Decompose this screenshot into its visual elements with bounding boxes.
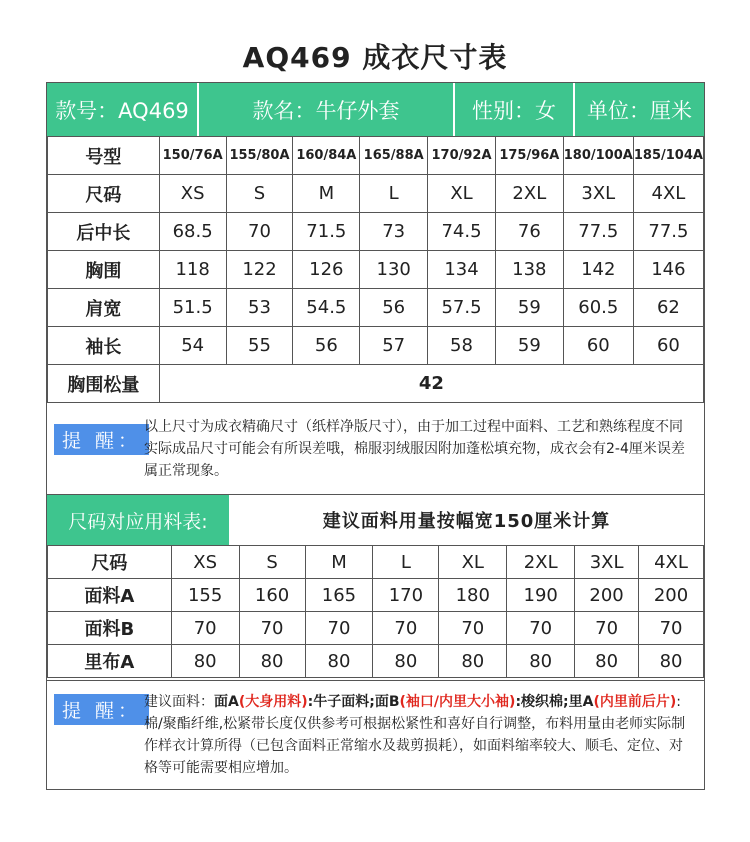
value-cell: 80 <box>305 645 373 678</box>
size-cell: 4XL <box>633 175 703 213</box>
value-cell: 55 <box>226 327 293 365</box>
value-cell: 70 <box>373 612 439 645</box>
chest-row <box>48 251 704 289</box>
value-cell: 71.5 <box>293 213 360 251</box>
model-cell: 185/104A <box>633 137 703 175</box>
notice-highlight: (大身用料) <box>238 694 308 710</box>
notice-text: 以上尺寸为成衣精确尺寸（纸样净版尺寸），由于加工过程中面料、工艺和熟练程度不同实际成品尺寸可能会有所误差哦，棉服羽绒服因附加蓬松填充物，成衣会有2-4厘米误差属正常现象。 <box>144 419 685 479</box>
sleeve-row <box>48 327 704 365</box>
size-cell: XS <box>171 546 239 579</box>
value-cell: 56 <box>360 289 428 327</box>
notice-highlight: (袖口/内里大小袖) <box>399 694 516 710</box>
value-cell: 57 <box>360 327 428 365</box>
model-cell: 165/88A <box>360 137 428 175</box>
fabric-notice-box <box>47 680 704 790</box>
fabric-size-row <box>48 546 704 579</box>
size-chart-sheet <box>46 82 705 790</box>
size-cell: M <box>293 175 360 213</box>
fabric-notice-text <box>144 691 696 779</box>
lining-a-row <box>48 645 704 678</box>
value-cell: 130 <box>360 251 428 289</box>
size-cell: 2XL <box>507 546 575 579</box>
row-label: 袖长 <box>48 327 160 365</box>
row-label: 面料B <box>48 612 172 645</box>
notice-part: 建议面料： <box>144 694 214 710</box>
value-cell: 56 <box>293 327 360 365</box>
notice-part: 面A <box>214 694 239 710</box>
row-label: 尺码 <box>48 546 172 579</box>
value-cell: 70 <box>507 612 575 645</box>
size-cell: M <box>305 546 373 579</box>
value-cell: 70 <box>639 612 704 645</box>
size-cell: S <box>226 175 293 213</box>
notice-badge: 提 醒： <box>54 424 149 455</box>
value-cell: 70 <box>575 612 639 645</box>
value-cell: 54.5 <box>293 289 360 327</box>
value-cell: 200 <box>639 579 704 612</box>
model-cell: 150/76A <box>159 137 226 175</box>
value-cell: 59 <box>495 289 563 327</box>
value-cell: 155 <box>171 579 239 612</box>
value-cell: 60.5 <box>563 289 633 327</box>
fabric-b-row <box>48 612 704 645</box>
value-cell: 70 <box>305 612 373 645</box>
value-cell: 200 <box>575 579 639 612</box>
value-cell: 134 <box>428 251 496 289</box>
value-cell: 160 <box>239 579 305 612</box>
row-label: 尺码 <box>48 175 160 213</box>
ease-value: 42 <box>159 365 703 403</box>
size-cell: 2XL <box>495 175 563 213</box>
value-cell: 68.5 <box>159 213 226 251</box>
value-cell: 146 <box>633 251 703 289</box>
value-cell: 62 <box>633 289 703 327</box>
fabric-a-row <box>48 579 704 612</box>
measurement-unit: 单位：厘米 <box>587 98 692 123</box>
notice-highlight: (内里前后片) <box>593 694 677 710</box>
model-row <box>48 137 704 175</box>
back-length-row <box>48 213 704 251</box>
value-cell: 58 <box>428 327 496 365</box>
value-cell: 118 <box>159 251 226 289</box>
page-title: AQ469 成衣尺寸表 <box>242 41 508 74</box>
value-cell: 54 <box>159 327 226 365</box>
value-cell: 70 <box>171 612 239 645</box>
row-label: 胸围 <box>48 251 160 289</box>
value-cell: 190 <box>507 579 575 612</box>
fabric-section-label: 尺码对应用料表: <box>47 495 229 546</box>
model-cell: 155/80A <box>226 137 293 175</box>
product-code: 款号：AQ469 <box>47 83 199 136</box>
size-cell: L <box>373 546 439 579</box>
shoulder-row <box>48 289 704 327</box>
value-cell: 138 <box>495 251 563 289</box>
value-cell: 80 <box>639 645 704 678</box>
fabric-section-header <box>47 494 704 545</box>
row-label: 肩宽 <box>48 289 160 327</box>
value-cell: 57.5 <box>428 289 496 327</box>
value-cell: 170 <box>373 579 439 612</box>
value-cell: 70 <box>239 612 305 645</box>
size-table <box>47 136 704 403</box>
row-label: 后中长 <box>48 213 160 251</box>
size-cell: XL <box>428 175 496 213</box>
row-label: 面料A <box>48 579 172 612</box>
value-cell: 80 <box>439 645 507 678</box>
model-cell: 170/92A <box>428 137 496 175</box>
size-cell: L <box>360 175 428 213</box>
size-cell: 4XL <box>639 546 704 579</box>
model-cell: 160/84A <box>293 137 360 175</box>
size-row <box>48 175 704 213</box>
fabric-table <box>47 545 704 678</box>
value-cell: 73 <box>360 213 428 251</box>
value-cell: 80 <box>373 645 439 678</box>
size-cell: 3XL <box>575 546 639 579</box>
value-cell: 51.5 <box>159 289 226 327</box>
value-cell: 53 <box>226 289 293 327</box>
notice-part: :梭织棉;里A <box>515 694 594 710</box>
product-gender: 性别：女 <box>455 83 575 136</box>
value-cell: 180 <box>439 579 507 612</box>
value-cell: 74.5 <box>428 213 496 251</box>
value-cell: 126 <box>293 251 360 289</box>
notice-part: :牛子面料;面B <box>307 694 400 710</box>
value-cell: 76 <box>495 213 563 251</box>
notice-box <box>47 402 704 494</box>
product-name: 款名：牛仔外套 <box>199 83 455 136</box>
size-cell: 3XL <box>563 175 633 213</box>
value-cell: 142 <box>563 251 633 289</box>
value-cell: 77.5 <box>563 213 633 251</box>
value-cell: 165 <box>305 579 373 612</box>
value-cell: 80 <box>507 645 575 678</box>
value-cell: 59 <box>495 327 563 365</box>
chest-ease-row <box>48 365 704 403</box>
row-label: 里布A <box>48 645 172 678</box>
size-cell: XL <box>439 546 507 579</box>
size-cell: XS <box>159 175 226 213</box>
model-cell: 175/96A <box>495 137 563 175</box>
notice-part: :棉/聚酯纤维,松紧带长度仅供参考可根据松紧性和喜好自行调整，布料用量由老师实际制作样衣计算所得（已包含面料正常缩水及裁剪损耗），如面料缩率较大、顺毛、定位、对格等可能需要相应增加。 <box>144 694 686 776</box>
value-cell: 60 <box>633 327 703 365</box>
value-cell: 80 <box>239 645 305 678</box>
value-cell: 60 <box>563 327 633 365</box>
fabric-section-title: 建议面料用量按幅宽150厘米计算 <box>322 511 611 532</box>
row-label: 胸围松量 <box>48 365 160 403</box>
row-label: 号型 <box>48 137 160 175</box>
notice-badge: 提 醒： <box>54 694 149 725</box>
value-cell: 122 <box>226 251 293 289</box>
size-cell: S <box>239 546 305 579</box>
product-info-bar <box>47 83 704 136</box>
value-cell: 77.5 <box>633 213 703 251</box>
value-cell: 80 <box>575 645 639 678</box>
value-cell: 80 <box>171 645 239 678</box>
value-cell: 70 <box>226 213 293 251</box>
model-cell: 180/100A <box>563 137 633 175</box>
value-cell: 70 <box>439 612 507 645</box>
